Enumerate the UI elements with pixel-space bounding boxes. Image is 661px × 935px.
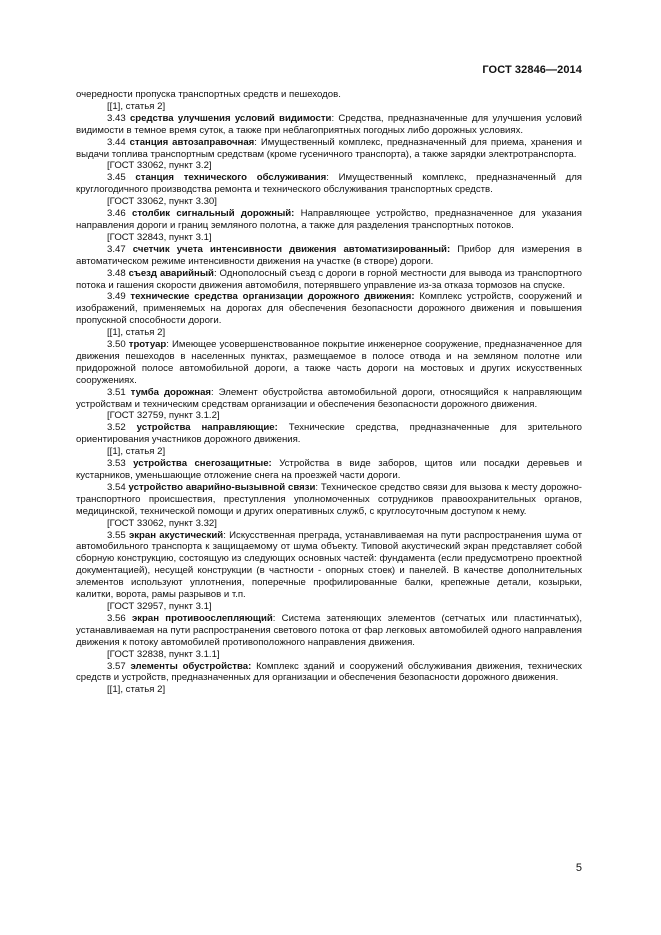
definition-entry [76, 387, 582, 411]
entry-term: экран противоослепляющий [131, 612, 273, 624]
definition-entry [76, 482, 582, 518]
entry-definition: Искусственная преграда, устанавливаемая на пути распространения шума от автомобильного транспорта к защищаемому от шума объекту. Типовой акустический экран представляет собой сборную конструкцию, состоящую из следующих основных частей: фундамента (если предусмотрено проектной документацией), несущей конструкции (в частности - опорных стоек) и панелей. В качестве дополнительных элементов используют уплотнения, поперечные профилированные балки, крепежные детали, козырьки, калитки, ворота, рамы разрывов и т.п. [76, 529, 582, 601]
source-reference: [ГОСТ 33062, пункт 3.2] [107, 160, 212, 172]
entry-number: 3.51 [107, 386, 126, 398]
source-reference: [[1], статья 2] [107, 327, 166, 339]
entry-definition: Прибор для измерения в автоматическом режиме интенсивности движения на участке (в створе) дороги. [76, 243, 583, 267]
entry-number: 3.48 [107, 267, 126, 279]
definition-entry [76, 208, 582, 232]
entry-definition: Имеющее усовершенствованное покрытие инженерное сооружение, предназначенное для движения пешеходов в населенных пунктах, размещаемое в полосе отвода и на земляном полотне или придорожной полосе автомобильной дороги, а также часть дороги на мостовых и других искусственных сооружениях. [76, 339, 582, 386]
entry-definition: Устройства в виде заборов, щитов или посадки деревьев и кустарников, уменьшающие отложение снега на проезжей части дороги. [76, 458, 583, 481]
entry-definition: Комплекс зданий и сооружений обслуживания движения, технических средств и устройств, предназначенных для организации и обеспечения безопасности дорожного движения. [76, 660, 582, 684]
source-reference: [ГОСТ 32957, пункт 3.1] [107, 600, 212, 612]
entry-definition: Средства, предназначенные для улучшения условий видимости в темное время суток, а также при неблагоприятных погодных либо дорожных условиях. [76, 112, 582, 136]
entry-separator [278, 422, 289, 433]
standard-designation: ГОСТ 32846—2014 [482, 64, 582, 76]
definition-entry [76, 137, 582, 161]
entry-definition: Направляющее устройство, предназначенное для указания направления дороги и границ земляного полотна, а также для разделения транспортных потоков. [76, 208, 582, 231]
entry-term: экран акустический [128, 529, 224, 541]
entry-term: съезд аварийный [128, 267, 214, 279]
entry-term: столбик сигнальный дорожный: [131, 208, 295, 220]
entry-number: 3.44 [107, 136, 126, 148]
definition-entry [76, 530, 582, 601]
definition-entry [76, 613, 582, 649]
definition-entry [76, 458, 582, 482]
entry-separator: : [211, 386, 219, 398]
entry-number: 3.56 [107, 612, 126, 624]
definition-entry [76, 339, 582, 387]
source-reference: [[1], статья 2] [107, 684, 166, 696]
source-reference: [ГОСТ 32759, пункт 3.1.2] [107, 410, 220, 422]
definition-entry [76, 244, 582, 268]
entry-number: 3.53 [107, 458, 126, 470]
definition-entry [76, 661, 582, 685]
entry-term: счетчик учета интенсивности движения автоматизированный: [132, 243, 451, 255]
entry-number: 3.50 [107, 339, 126, 351]
entry-definition: Элемент обустройства автомобильной дороги, относящийся к направляющим устройствам и техническим средствам организации и обеспечения безопасности дорожного движения. [76, 386, 582, 410]
lead-in-text: очередности пропуска транспортных средств и пешеходов. [76, 89, 341, 100]
entry-separator: : [315, 481, 321, 493]
source-reference: [ГОСТ 33062, пункт 3.30] [107, 196, 217, 208]
entry-definition: Однополосный съезд с дороги в горной местности для вывода из транспортного потока и гашения скорости движения автомобиля, потерявшего управление из-за отказа тормозов на спуске. [76, 267, 582, 291]
source-reference: [ГОСТ 32838, пункт 3.1.1] [107, 648, 220, 660]
definition-entry [76, 268, 582, 292]
entry-term: средства улучшения условий видимости [129, 112, 332, 124]
entry-term: элементы обустройства: [130, 660, 252, 672]
entry-separator: : [326, 172, 339, 184]
entry-definition: Техническое средство связи для вызова к месту дорожно-транспортного происшествия, преступления уполномоченных сотрудников правоохранительных органов, медицинской, технической помощи и других оперативных служб, с круглосуточным доступом к нему. [76, 481, 582, 517]
entry-number: 3.49 [107, 291, 126, 303]
entry-separator: : [213, 267, 220, 279]
entry-term: станция технического обслуживания [135, 172, 327, 184]
entry-separator: : [223, 529, 230, 541]
source-reference: [ГОСТ 33062, пункт 3.32] [107, 517, 217, 529]
definition-entry [76, 172, 582, 196]
entry-term: тротуар [128, 339, 167, 351]
entry-number: 3.45 [107, 172, 126, 184]
entry-term: технические средства организации дорожного движения: [130, 291, 415, 303]
entry-number: 3.55 [107, 529, 126, 541]
entry-separator: : [272, 612, 282, 624]
definitions-body [76, 89, 582, 696]
entry-number: 3.57 [107, 660, 126, 672]
entry-definition: Комплекс устройств, сооружений и изображений, применяемых на дорогах для обеспечения безопасности дорожного движения и повышения пропускной способности дороги. [76, 291, 582, 327]
entry-separator: : [166, 339, 173, 351]
entry-number: 3.43 [107, 112, 126, 124]
entry-term: устройства снегозащитные: [133, 458, 272, 470]
page-number: 5 [575, 862, 582, 874]
entry-term: станция автозаправочная [129, 136, 255, 148]
entry-term: устройства направляющие: [136, 422, 278, 434]
entry-definition: Имущественный комплекс, предназначенный для приема, хранения и выдачи топлива транспортным средствам (кроме гусеничного транспорта), а также зарядки электротранспорта. [76, 136, 582, 160]
definition-entry [76, 422, 582, 446]
definition-entry [76, 291, 582, 327]
entry-term: тумба дорожная [130, 386, 212, 398]
entry-separator: : [331, 112, 339, 124]
entry-definition: Имущественный комплекс, предназначенный для круглогодичного производства ремонта и технического обслуживания транспортных средств. [76, 172, 582, 196]
entry-number: 3.54 [107, 481, 126, 493]
source-reference: [ГОСТ 32843, пункт 3.1] [107, 231, 212, 243]
source-reference: [[1], статья 2] [107, 446, 166, 458]
entry-number: 3.47 [107, 243, 126, 255]
entry-definition: Технические средства, предназначенные для зрительного ориентирования участников дорожного движения. [76, 422, 582, 446]
entry-number: 3.52 [107, 422, 126, 434]
entry-number: 3.46 [107, 208, 126, 220]
entry-separator: : [254, 136, 261, 148]
entry-definition: Система затеняющих элементов (сетчатых или пластинчатых), устанавливаемая на пути распространения светового потока от фар легковых автомобилей одного направления движения к потоку автомобилей противоположного направления движения. [76, 612, 582, 648]
definition-entry [76, 113, 582, 137]
entry-term: устройство аварийно-вызывной связи [128, 481, 316, 493]
source-reference: [[1], статья 2] [107, 100, 166, 112]
